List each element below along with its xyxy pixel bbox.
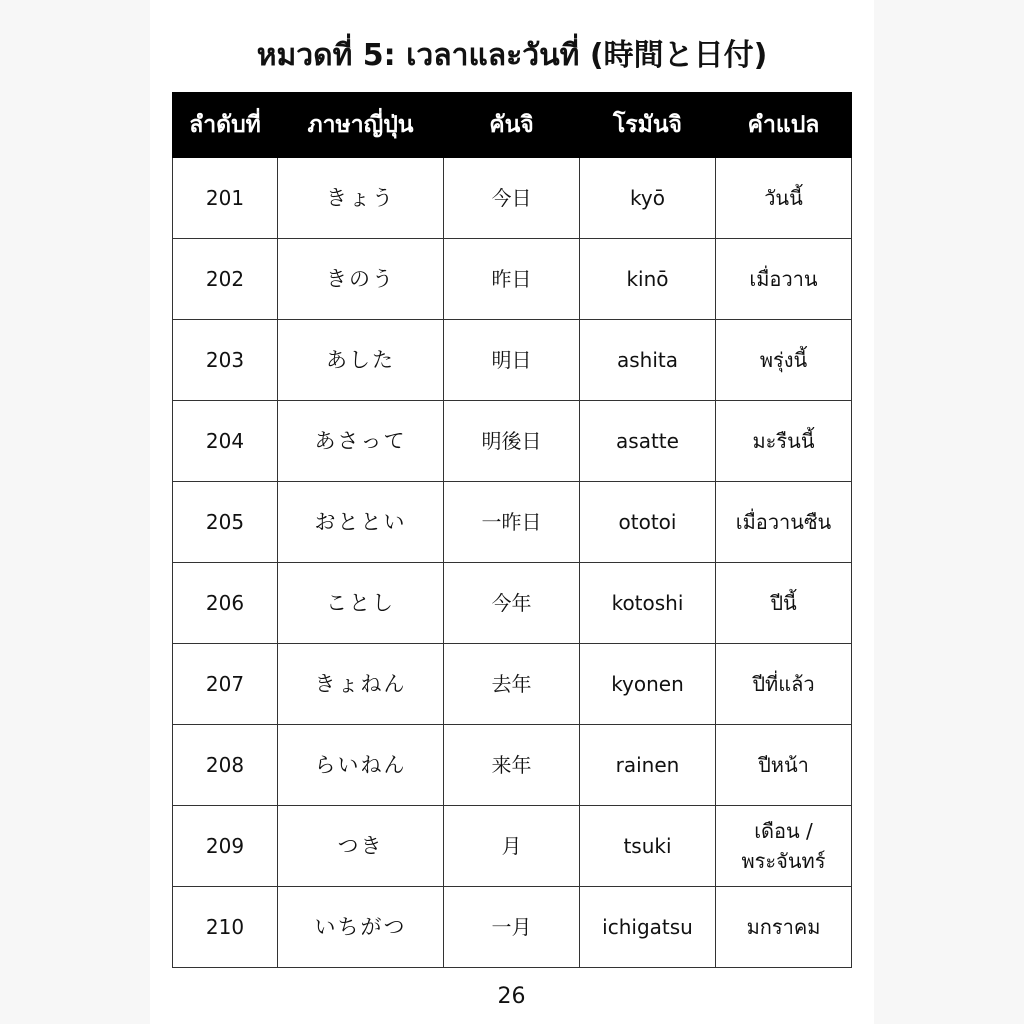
cell-kana: つき	[278, 806, 444, 887]
cell-number: 203	[173, 320, 278, 401]
cell-translation: มะรืนนี้	[716, 401, 852, 482]
cell-kanji: 今年	[444, 563, 580, 644]
cell-number: 205	[173, 482, 278, 563]
cell-translation: มกราคม	[716, 887, 852, 968]
cell-translation: วันนี้	[716, 158, 852, 239]
table-row	[173, 806, 852, 887]
cell-romaji: rainen	[580, 725, 716, 806]
header-japanese: ภาษาญี่ปุ่น	[278, 93, 444, 158]
cell-romaji: kotoshi	[580, 563, 716, 644]
table-row	[173, 887, 852, 968]
table-row	[173, 563, 852, 644]
cell-kanji: 一昨日	[444, 482, 580, 563]
cell-translation: เดือน / พระจันทร์	[716, 806, 852, 887]
page-number: 26	[497, 984, 526, 1009]
table-row	[173, 725, 852, 806]
table-header-row	[173, 93, 852, 158]
header-kanji: คันจิ	[444, 93, 580, 158]
cell-kana: おととい	[278, 482, 444, 563]
table-row	[173, 401, 852, 482]
vocabulary-table	[172, 92, 852, 968]
cell-kanji: 来年	[444, 725, 580, 806]
cell-kana: きょねん	[278, 644, 444, 725]
cell-kanji: 今日	[444, 158, 580, 239]
cell-kana: いちがつ	[278, 887, 444, 968]
cell-number: 209	[173, 806, 278, 887]
cell-romaji: ototoi	[580, 482, 716, 563]
cell-translation: พรุ่งนี้	[716, 320, 852, 401]
header-romaji: โรมันจิ	[580, 93, 716, 158]
cell-translation: ปีหน้า	[716, 725, 852, 806]
cell-kana: きのう	[278, 239, 444, 320]
cell-kana: あさって	[278, 401, 444, 482]
cell-number: 208	[173, 725, 278, 806]
cell-translation: ปีที่แล้ว	[716, 644, 852, 725]
cell-kana: あした	[278, 320, 444, 401]
cell-kanji: 一月	[444, 887, 580, 968]
cell-translation: เมื่อวานซืน	[716, 482, 852, 563]
cell-kanji: 月	[444, 806, 580, 887]
cell-kanji: 去年	[444, 644, 580, 725]
cell-romaji: kyonen	[580, 644, 716, 725]
cell-translation: ปีนี้	[716, 563, 852, 644]
cell-romaji: tsuki	[580, 806, 716, 887]
page-margin-right	[874, 0, 1024, 1024]
cell-romaji: ichigatsu	[580, 887, 716, 968]
cell-number: 204	[173, 401, 278, 482]
cell-number: 202	[173, 239, 278, 320]
cell-romaji: ashita	[580, 320, 716, 401]
cell-number: 210	[173, 887, 278, 968]
table-row	[173, 158, 852, 239]
cell-kana: ことし	[278, 563, 444, 644]
header-number: ลำดับที่	[173, 93, 278, 158]
cell-kanji: 昨日	[444, 239, 580, 320]
cell-kanji: 明日	[444, 320, 580, 401]
page-margin-left	[0, 0, 150, 1024]
cell-number: 201	[173, 158, 278, 239]
table-row	[173, 482, 852, 563]
cell-romaji: asatte	[580, 401, 716, 482]
cell-kanji: 明後日	[444, 401, 580, 482]
table-row	[173, 644, 852, 725]
cell-translation: เมื่อวาน	[716, 239, 852, 320]
cell-kana: らいねん	[278, 725, 444, 806]
cell-kana: きょう	[278, 158, 444, 239]
table-row	[173, 320, 852, 401]
page-title: หมวดที่ 5: เวลาและวันที่ (時間と日付)	[256, 38, 768, 73]
table-row	[173, 239, 852, 320]
cell-number: 207	[173, 644, 278, 725]
cell-romaji: kinō	[580, 239, 716, 320]
header-translation: คำแปล	[716, 93, 852, 158]
cell-romaji: kyō	[580, 158, 716, 239]
cell-number: 206	[173, 563, 278, 644]
